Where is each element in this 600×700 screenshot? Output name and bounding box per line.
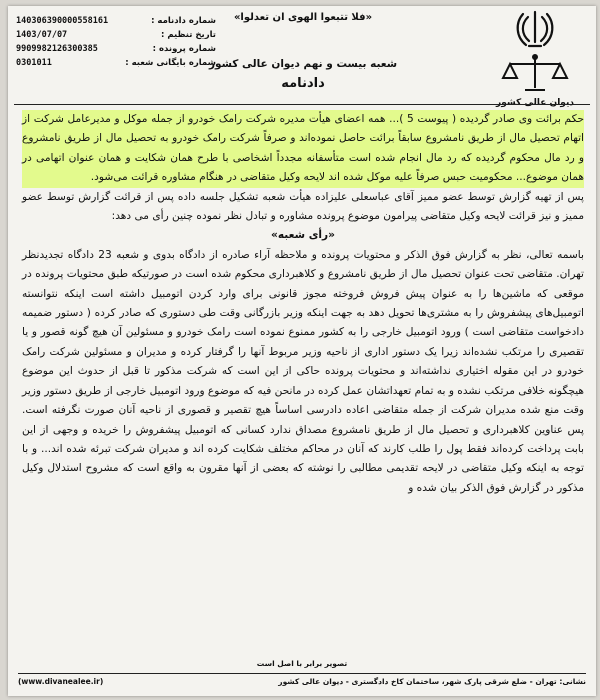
footer xyxy=(18,673,586,686)
court-emblem xyxy=(490,8,580,108)
meta-row xyxy=(16,28,216,42)
meta-label: شماره پرونده : xyxy=(152,44,216,54)
meta-value: 1403/07/07 xyxy=(16,30,68,40)
meta-value: 140306390000558161 xyxy=(16,16,109,26)
meta-value: 9909982126300385 xyxy=(16,44,98,54)
footer-address: نشانی: تهران - ضلع شرقی پارک شهر، ساختمان کاخ دادگستری - دیوان عالی کشور xyxy=(278,677,586,686)
meta-label: شماره دادنامه : xyxy=(151,16,216,26)
branch-name: شعبه بیست و نهم دیوان عالی کشور xyxy=(208,58,398,70)
footer-website: (www.divanealee.ir) xyxy=(18,677,104,686)
document-body xyxy=(22,110,584,498)
document-page xyxy=(8,6,596,696)
meta-value: 0301011 xyxy=(16,58,52,68)
case-metadata xyxy=(16,14,216,70)
meta-row xyxy=(16,42,216,56)
paragraph-prior-acquittal: حکم برائت وی صادر گردیده ( پیوست 5 )... همه اعضای هیأت مدیره شرکت رامک خودرو از جمله موکل و مدیرعامل شرکت از اتهام تحصیل مال از طریق نامشروع سابقاً برائت حاصل نموده‌اند و صرفاً شرکت رامک خودرو به تحصیل مال از طریق نامشروع و رد مال محکوم گردیده که رد مال انجام شده است متأسفانه مجدداً اشخاصی با طرح همان شکایت و همان عنوان اتهامی در همان موضوع... محکومیت حبس صرفاً علیه موکل شده اند لایحه وکیل متقاضی در هنگام مشاوره قرائت می‌شود. xyxy=(22,110,584,188)
paragraph-verdict: باسمه تعالی، نظر به گزارش فوق الذکر و محتویات پرونده و ملاحظه آراء صادره از دادگاه بدوی و شعبه 23 دادگاه تجدیدنظر تهران. متقاضی تحت عنوان تحصیل مال از طریق نامشروع و کلاهبرداری محکوم شده است در صورتیکه طبق محتویات پرونده در موقعی که ماشین‌ها را به عنوان پیش فروش فروخته مجوز قانونی برای وارد کردن اتومبیل داشته است اینکه نتوانسته اتومبیل‌های پیشفروش را به مشتری‌ها تحویل دهد به جهت اینکه وزیر بازرگانی وقت طی دستوری که صادر کرده ( دستور ضمیمه دادخواست متقاضی است ) ورود اتومبیل خارجی را به کشور ممنوع نموده است رامک خودرو و مسئولین آن هیچ گونه قصور و یا تقصیری را مرتکب نشده‌اند زیرا یک دستور اداری از ناحیه وزیر مربوط آنها را گرفتار کرده و مدیران و مسئولین شرکت رامک خودرو در این مقوله اختیاری نداشته‌اند و محتویات پرونده حاکی از این است که شرکت مذکور تا قبل از حدوث این موضوع هیچگونه خلافی مرتکب نشده و به تمام تعهداتشان عمل کرده در مانحن فیه که موضوع ورود اتومبیل خارجی از طریق دستور وزیر وقت منع شده مدیران شرکت از جمله متقاضی اعاده دادرسی اساساً هیچ تقصیر و قصوری از ناحیه آنان صورت نگرفته است. پس عناوین کلاهبرداری و تحصیل مال از طریق نامشروع مصداق ندارد کسانی که اتومبیل پیشفروش را خریده و وجهی از این بابت پرداخت کرده‌اند فقط پول را طلب کارند که آنان در محاکم مختلف شکایت کرده اند و مدیران شرکت تبرئه شده اند... و با توجه به اینکه وکیل متقاضی در لایحه تقدیمی مطالبی را نوشته که بعضی از آنها مقرون به واقع است که مشروح استدلال وکیل مذکور در گزارش فوق الذکر بیان شده و xyxy=(22,248,584,494)
court-name: دیوان عالی کشور xyxy=(496,98,574,108)
header-divider xyxy=(14,104,590,105)
meta-label: شماره بایگانی شعبه : xyxy=(125,58,216,68)
paragraph-session: پس از تهیه گزارش توسط عضو ممیز آقای عباسعلی علیزاده هیأت شعبه تشکیل جلسه داده پس از قرائت گزارش توسط عضو ممیز و نیز قرائت لایحه وکیل متقاضی پیرامون موضوع پرونده مشاوره و تبادل نظر نموده چنین رأی می دهد: xyxy=(22,190,584,223)
meta-row xyxy=(16,56,216,70)
meta-label: تاریخ تنظیم : xyxy=(161,30,216,40)
meta-row xyxy=(16,14,216,28)
certified-copy-note: تصویر برابر با اصل است xyxy=(256,659,348,668)
scales-icon xyxy=(500,52,570,96)
section-title: «رأی شعبه» xyxy=(271,229,335,242)
iran-emblem-icon xyxy=(513,8,557,52)
document-title: دادنامه xyxy=(281,76,325,91)
header-verse: «فلا تتبعوا الهوی ان تعدلوا» xyxy=(233,12,373,23)
